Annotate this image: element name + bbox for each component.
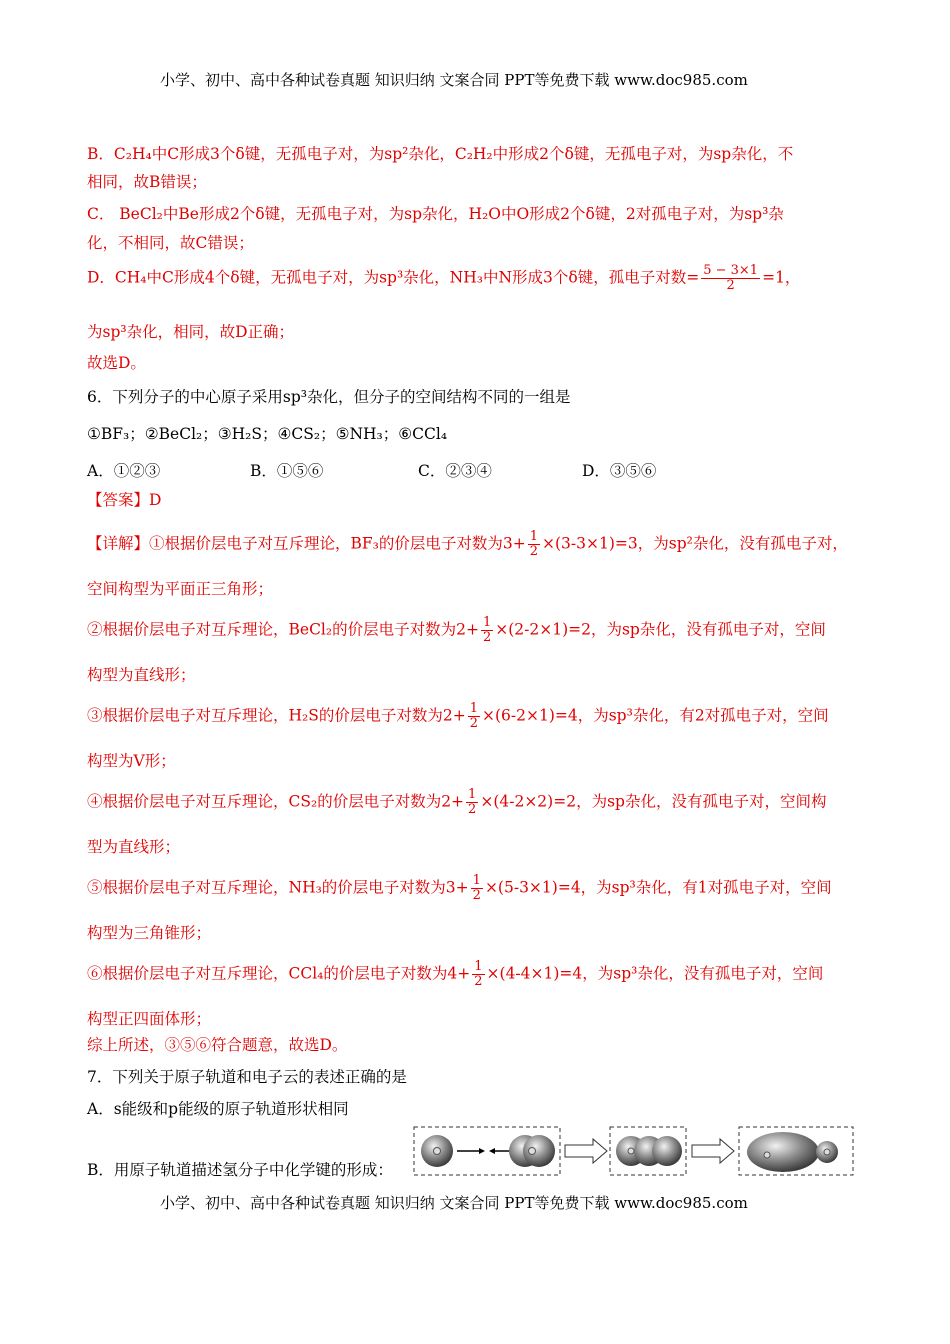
explanation-c-line1: C． BeCl₂中Be形成2个δ键，无孤电子对，为sp杂化，H₂O中O形成2个δ键，2对孤电子对，为sp³杂 <box>87 205 784 223</box>
q6-answer: 【答案】D <box>87 491 162 509</box>
numerator: 1 <box>529 529 538 544</box>
denominator: 2 <box>468 802 477 817</box>
q6-option-a: A．①②③ <box>87 462 161 480</box>
explanation-d-line1 <box>87 264 800 293</box>
numerator: 1 <box>472 873 481 888</box>
explanation-b-line1: B．C₂H₄中C形成3个δ键，无孤电子对，为sp²杂化，C₂H₂中形成2个δ键，无孤电子对，为sp杂化，不 <box>87 145 794 163</box>
q6-items: ①BF₃；②BeCl₂；③H₂S；④CS₂；⑤NH₃；⑥CCl₄ <box>87 425 448 443</box>
detail-text: ×(6-2×1)=4，为sp³杂化，有2对孤电子对，空间 <box>481 706 829 725</box>
page-footer: 小学、初中、高中各种试卷真题 知识归纳 文案合同 PPT等免费下载 www.doc985.com <box>160 1194 748 1212</box>
detail-text: ×(4-2×2)=2，为sp杂化，没有孤电子对，空间构 <box>480 792 827 811</box>
detail-line-2 <box>87 616 826 645</box>
detail-text: ⑤根据价层电子对互斥理论，NH₃的价层电子对数为3+ <box>87 878 469 897</box>
fraction <box>701 264 760 293</box>
detail-line-1-cont: 空间构型为平面正三角形； <box>87 580 274 598</box>
hollow-arrow-2 <box>692 1139 734 1163</box>
denominator: 2 <box>482 630 492 645</box>
numerator: 1 <box>474 959 483 974</box>
detail-line-2-cont: 构型为直线形； <box>87 666 196 684</box>
denominator: 2 <box>529 544 538 559</box>
numerator: 5 − 3×1 <box>703 263 759 278</box>
hollow-arrow-1 <box>565 1139 607 1163</box>
detail-line-4 <box>87 788 826 817</box>
detail-text: ×(5-3×1)=4，为sp³杂化，有1对孤电子对，空间 <box>484 878 832 897</box>
q6-option-c: C．②③④ <box>418 462 492 480</box>
half-fraction <box>466 788 478 817</box>
detail-line-3-cont: 构型为V形； <box>87 752 176 770</box>
detail-text: ×(2-2×1)=2，为sp杂化，没有孤电子对，空间 <box>495 620 826 639</box>
explanation-b-line2: 相同，故B错误； <box>87 173 207 191</box>
q6-option-b: B．①⑤⑥ <box>250 462 324 480</box>
page-header: 小学、初中、高中各种试卷真题 知识归纳 文案合同 PPT等免费下载 www.doc985.com <box>160 71 748 89</box>
detail-text: 【详解】①根据价层电子对互斥理论，BF₃的价层电子对数为3+ <box>87 534 526 553</box>
detail-line-5 <box>87 874 832 903</box>
denominator: 2 <box>469 716 478 731</box>
detail-line-1 <box>87 530 848 559</box>
explanation-d-result: =1， <box>762 268 801 287</box>
explanation-d-line3: 故选D。 <box>87 354 146 372</box>
orbital-overlap-diagram <box>413 1124 855 1178</box>
q6-stem: 6．下列分子的中心原子采用sp³杂化，但分子的空间结构不同的一组是 <box>87 388 571 406</box>
denominator: 2 <box>472 888 481 903</box>
detail-line-5-cont: 构型为三角锥形； <box>87 924 212 942</box>
explanation-d-line2: 为sp³杂化，相同，故D正确； <box>87 323 295 341</box>
half-fraction <box>468 702 480 731</box>
denominator: 2 <box>701 278 760 293</box>
q7-stem: 7．下列关于原子轨道和电子云的表述正确的是 <box>87 1068 407 1086</box>
detail-line-3 <box>87 702 829 731</box>
detail-line-6-cont: 构型正四面体形； <box>87 1010 212 1028</box>
numerator: 1 <box>468 787 477 802</box>
half-fraction <box>472 960 484 989</box>
numerator: 1 <box>482 615 492 630</box>
detail-line-4-cont: 型为直线形； <box>87 838 181 856</box>
detail-text: ⑥根据价层电子对互斥理论，CCl₄的价层电子对数为4+ <box>87 964 471 983</box>
half-fraction <box>528 530 540 559</box>
explanation-c-line2: 化，不相同，故C错误； <box>87 234 254 252</box>
half-fraction <box>471 874 483 903</box>
q6-option-d: D．③⑤⑥ <box>582 462 657 480</box>
explanation-d-text: D．CH₄中C形成4个δ键，无孤电子对，为sp³杂化，NH₃中N形成3个δ键，孤电子对数= <box>87 268 700 287</box>
numerator: 1 <box>469 701 478 716</box>
q7-option-a: A．s能级和p能级的原子轨道形状相同 <box>87 1100 349 1118</box>
detail-text: ④根据价层电子对互斥理论，CS₂的价层电子对数为2+ <box>87 792 465 811</box>
detail-line-6 <box>87 960 823 989</box>
denominator: 2 <box>474 974 483 989</box>
detail-text: ②根据价层电子对互斥理论，BeCl₂的价层电子对数为2+ <box>87 620 479 639</box>
detail-text: ×(3-3×1)=3，为sp²杂化，没有孤电子对， <box>542 534 848 553</box>
half-fraction <box>481 616 493 645</box>
detail-text: ③根据价层电子对互斥理论，H₂S的价层电子对数为2+ <box>87 706 466 725</box>
q6-summary: 综上所述，③⑤⑥符合题意，故选D。 <box>87 1036 348 1054</box>
q7-option-b: B．用原子轨道描述氢分子中化学键的形成： <box>87 1161 393 1179</box>
detail-text: ×(4-4×1)=4，为sp³杂化，没有孤电子对，空间 <box>486 964 824 983</box>
bonded-molecular-orbital <box>747 1132 819 1172</box>
